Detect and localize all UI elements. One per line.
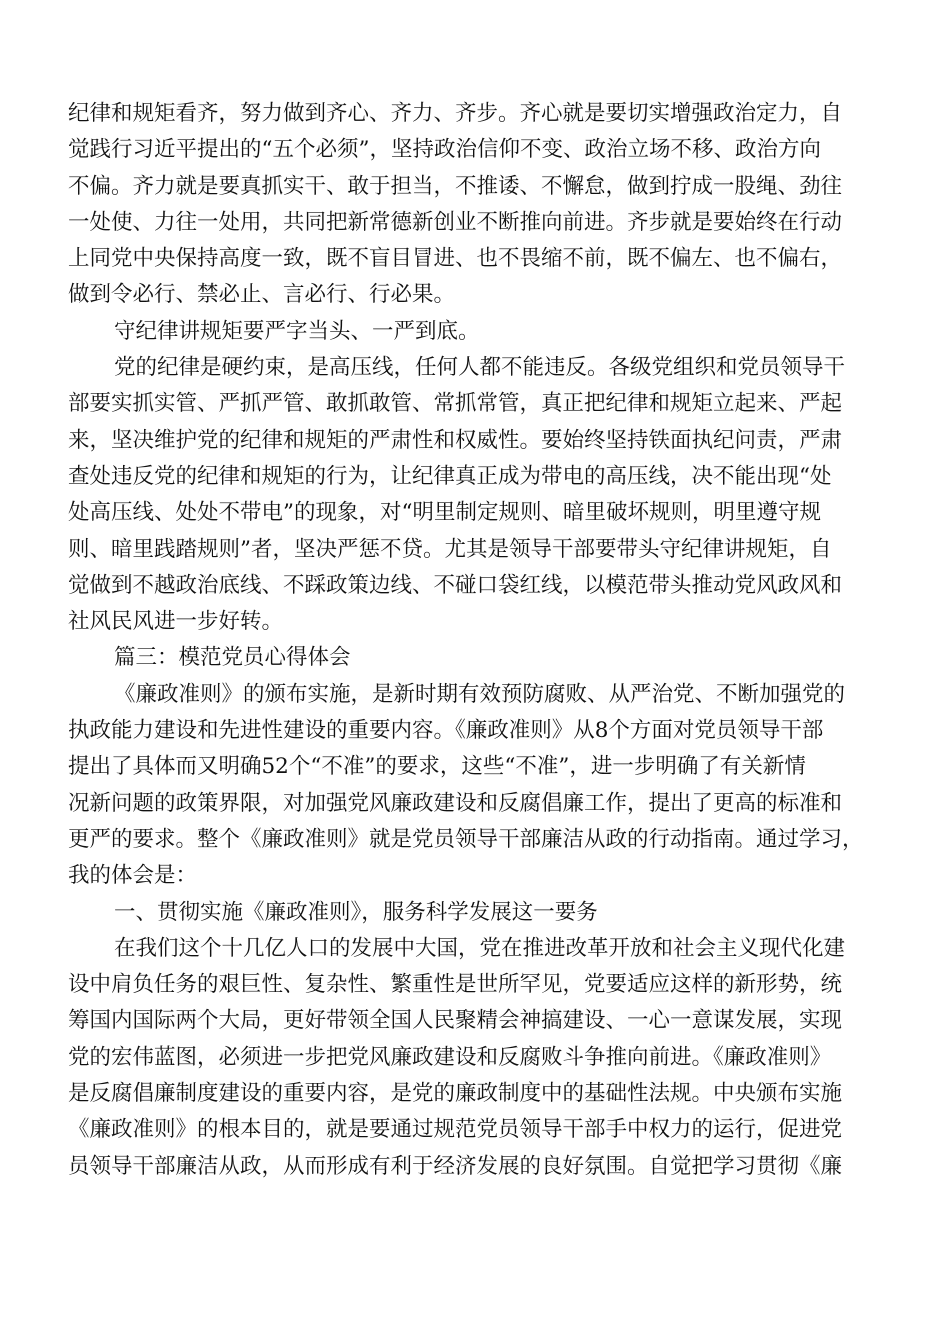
text-line: 社风民风进一步好转。 bbox=[68, 609, 284, 635]
chapter-heading: 篇三：模范党员心得体会 bbox=[114, 645, 351, 671]
document-body bbox=[68, 96, 882, 1185]
text-line: 则、暗里践踏规则”者，坚决严惩不贷。尤其是领导干部要带头守纪律讲规矩，自 bbox=[68, 536, 832, 562]
text-line: 筹国内国际两个大局，更好带领全国人民聚精会神搞建设、一心一意谋发展，实现 bbox=[68, 1008, 843, 1034]
paragraph-first-line: 党的纪律是硬约束，是高压线，任何人都不能违反。各级党组织和党员领导干 bbox=[114, 355, 846, 381]
text-line: 员领导干部廉洁从政，从而形成有利于经济发展的良好氛围。自觉把学习贯彻《廉 bbox=[68, 1153, 843, 1179]
text-line: 做到令必行、禁必止、言必行、行必果。 bbox=[68, 282, 456, 308]
paragraph-first-line: 《廉政准则》的颁布实施，是新时期有效预防腐败、从严治党、不断加强党的 bbox=[114, 681, 846, 707]
text-line: 查处违反党的纪律和规矩的行为，让纪律真正成为带电的高压线，决不能出现“处 bbox=[68, 463, 832, 489]
text-line: 纪律和规矩看齐，努力做到齐心、齐力、齐步。齐心就是要切实增强政治定力，自 bbox=[68, 101, 843, 126]
text-line: 党的宏伟蓝图，必须进一步把党风廉政建设和反腐败斗争推向前进。《廉政准则》 bbox=[68, 1044, 832, 1070]
text-line: 上同党中央保持高度一致，既不盲目冒进、也不畏缩不前，既不偏左、也不偏右， bbox=[68, 246, 843, 272]
text-line: 不偏。齐力就是要真抓实干、敢于担当，不推诿、不懈怠，做到拧成一股绳、劲往 bbox=[68, 173, 843, 199]
text-line: 设中肩负任务的艰巨性、复杂性、繁重性是世所罕见，党要适应这样的新形势，统 bbox=[68, 972, 843, 998]
text-line: 一处使、力往一处用，共同把新常德新创业不断推向前进。齐步就是要始终在行动 bbox=[68, 209, 843, 235]
text-line: 来，坚决维护党的纪律和规矩的严肃性和权威性。要始终坚持铁面执纪问责，严肃 bbox=[68, 427, 843, 453]
text-line: 《廉政准则》的根本目的，就是要通过规范党员领导干部手中权力的运行，促进党 bbox=[68, 1117, 843, 1143]
text-line: 觉做到不越政治底线、不踩政策边线、不碰口袋红线，以模范带头推动党风政风和 bbox=[68, 572, 843, 598]
section-heading: 一、贯彻实施《廉政准则》，服务科学发展这一要务 bbox=[114, 899, 598, 925]
paragraph-first-line: 在我们这个十几亿人口的发展中大国，党在推进改革开放和社会主义现代化建 bbox=[114, 935, 846, 961]
text-line: 提出了具体而又明确52个“不准”的要求，这些“不准”，进一步明确了有关新情 bbox=[68, 754, 806, 780]
text-line: 执政能力建设和先进性建设的重要内容。《廉政准则》从8个方面对党员领导干部 bbox=[68, 718, 824, 744]
text-line: 觉践行习近平提出的“五个必须”，坚持政治信仰不变、政治立场不移、政治方向 bbox=[68, 137, 821, 163]
text-line: 况新问题的政策界限，对加强党风廉政建设和反腐倡廉工作，提出了更高的标准和 bbox=[68, 790, 843, 816]
section-heading: 守纪律讲规矩要严字当头、一严到底。 bbox=[114, 318, 480, 344]
text-line: 处高压线、处处不带电”的现象，对“明里制定规则、暗里破坏规则，明里遵守规 bbox=[68, 500, 821, 526]
text-line: 更严的要求。整个《廉政准则》就是党员领导干部廉洁从政的行动指南。通过学习， bbox=[68, 826, 864, 852]
text-line: 我的体会是： bbox=[68, 863, 198, 889]
text-line: 部要实抓实管、严抓严管、敢抓敢管、常抓常管，真正把纪律和规矩立起来、严起 bbox=[68, 391, 843, 417]
text-line: 是反腐倡廉制度建设的重要内容，是党的廉政制度中的基础性法规。中央颁布实施 bbox=[68, 1081, 843, 1107]
